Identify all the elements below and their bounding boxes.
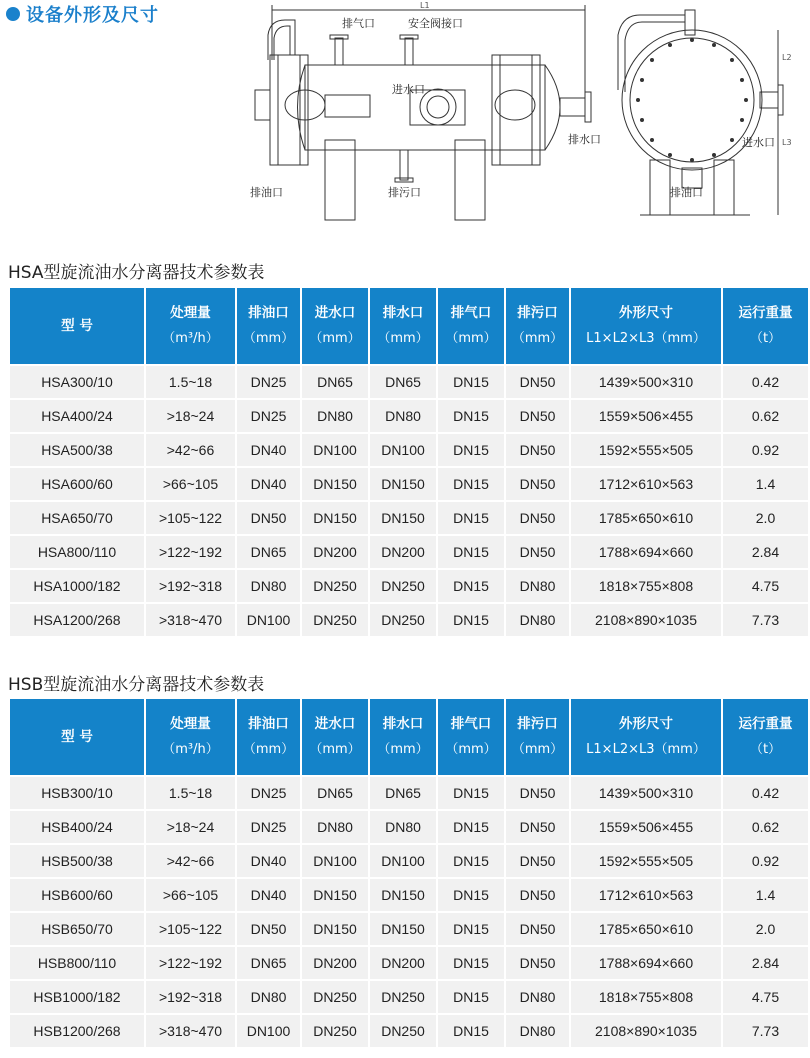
column-header-label: 外形尺寸 (619, 305, 673, 321)
table-cell: DN200 (302, 947, 368, 979)
table-title-hsa: HSA型旋流油水分离器技术参数表 (8, 263, 265, 283)
column-header-unit: （mm） (445, 331, 497, 346)
column-header (302, 288, 368, 364)
table-cell: DN15 (438, 913, 504, 945)
table-cell: 1559×506×455 (571, 811, 721, 843)
section-title: 设备外形及尺寸 (26, 5, 159, 26)
table-cell: DN150 (302, 913, 368, 945)
table-cell: 1785×650×610 (571, 502, 721, 534)
column-header-unit: （t） (749, 742, 782, 757)
table-cell: DN15 (438, 879, 504, 911)
table-cell: DN250 (302, 1015, 368, 1047)
column-header-label: 外形尺寸 (619, 716, 673, 732)
table-cell: >122~192 (146, 536, 235, 568)
table-cell: >192~318 (146, 570, 235, 602)
table-cell: 0.42 (723, 366, 808, 398)
table-row (10, 468, 808, 500)
table-cell: DN15 (438, 468, 504, 500)
column-header-label: 运行重量 (738, 305, 793, 321)
table-row (10, 366, 808, 398)
table-title-hsb: HSB型旋流油水分离器技术参数表 (8, 675, 265, 695)
table-cell: HSA400/24 (10, 400, 144, 432)
table-cell: HSA800/110 (10, 536, 144, 568)
table-row (10, 536, 808, 568)
table-cell: HSA500/38 (10, 434, 144, 466)
table-cell: DN50 (237, 913, 300, 945)
table-cell: >105~122 (146, 913, 235, 945)
table-cell: DN250 (370, 570, 436, 602)
table-cell: DN80 (302, 811, 368, 843)
table-row (10, 811, 808, 843)
table-cell: DN15 (438, 811, 504, 843)
table-cell: DN40 (237, 879, 300, 911)
table-cell: DN25 (237, 366, 300, 398)
table-row (10, 913, 808, 945)
column-header-label: 型 号 (61, 729, 93, 745)
table-row (10, 777, 808, 809)
table-cell: DN200 (370, 947, 436, 979)
column-header-label: 排污口 (517, 305, 558, 321)
table-cell: DN25 (237, 777, 300, 809)
label-oil-outlet: 排油口 (250, 186, 283, 199)
table-cell: 0.62 (723, 811, 808, 843)
table-row (10, 570, 808, 602)
table-cell: >18~24 (146, 400, 235, 432)
table-cell: HSB400/24 (10, 811, 144, 843)
column-header (571, 288, 721, 364)
table-cell: 2.84 (723, 947, 808, 979)
table-cell: DN50 (506, 845, 569, 877)
table-cell: DN15 (438, 366, 504, 398)
table-header-row (10, 699, 808, 775)
table-cell: DN15 (438, 777, 504, 809)
table-cell: DN250 (370, 604, 436, 636)
table-cell: DN80 (302, 400, 368, 432)
table-cell: HSB500/38 (10, 845, 144, 877)
table-cell: 1712×610×563 (571, 468, 721, 500)
table-cell: 0.92 (723, 845, 808, 877)
column-header (571, 699, 721, 775)
table-cell: DN25 (237, 811, 300, 843)
table-cell: DN150 (370, 468, 436, 500)
table-cell: DN50 (506, 879, 569, 911)
table-cell: 2108×890×1035 (571, 604, 721, 636)
table-cell: DN150 (302, 502, 368, 534)
table-cell: 1788×694×660 (571, 947, 721, 979)
table-cell: DN50 (506, 536, 569, 568)
table-cell: DN15 (438, 570, 504, 602)
table-cell: DN15 (438, 502, 504, 534)
table-cell: 1785×650×610 (571, 913, 721, 945)
table-cell: HSB300/10 (10, 777, 144, 809)
column-header-unit: （m³/h） (162, 331, 219, 346)
table-cell: HSA1200/268 (10, 604, 144, 636)
table-cell: HSB1200/268 (10, 1015, 144, 1047)
table-cell: DN50 (506, 777, 569, 809)
table-row (10, 400, 808, 432)
table-cell: 1592×555×505 (571, 434, 721, 466)
table-row (10, 434, 808, 466)
table-cell: DN50 (506, 366, 569, 398)
table-cell: DN250 (302, 981, 368, 1013)
table-cell: DN15 (438, 845, 504, 877)
table-cell: HSB800/110 (10, 947, 144, 979)
table-cell: DN40 (237, 468, 300, 500)
table-cell: DN50 (506, 502, 569, 534)
table-cell: 0.62 (723, 400, 808, 432)
table-cell: DN40 (237, 434, 300, 466)
column-header (370, 699, 436, 775)
column-header-label: 排气口 (450, 716, 492, 732)
column-header-unit: （mm） (511, 331, 564, 346)
table-cell: 2.84 (723, 536, 808, 568)
table-cell: 7.73 (723, 1015, 808, 1047)
column-header-label: 处理量 (170, 305, 211, 321)
table-cell: 1559×506×455 (571, 400, 721, 432)
table-cell: DN150 (370, 502, 436, 534)
table-cell: DN100 (302, 434, 368, 466)
column-header (146, 288, 235, 364)
table-cell: 1712×610×563 (571, 879, 721, 911)
column-header (237, 288, 300, 364)
label-safety-valve: 安全阀接口 (408, 17, 463, 30)
table-cell: 1.4 (723, 879, 808, 911)
table-cell: DN150 (370, 913, 436, 945)
column-header-label: 进水口 (314, 716, 356, 732)
table-row (10, 947, 808, 979)
table-cell: 7.73 (723, 604, 808, 636)
table-cell: 0.42 (723, 777, 808, 809)
column-header (370, 288, 436, 364)
label-inlet-right: 进水口 (742, 136, 775, 149)
table-cell: 1592×555×505 (571, 845, 721, 877)
table-cell: HSA300/10 (10, 366, 144, 398)
table-cell: HSB650/70 (10, 913, 144, 945)
table-cell: DN15 (438, 536, 504, 568)
dim-l2: L2 (782, 53, 792, 62)
label-drain-water: 排水口 (568, 133, 601, 146)
table-cell: DN200 (302, 536, 368, 568)
table-cell: >318~470 (146, 604, 235, 636)
equipment-drawing-svg (230, 0, 810, 230)
column-header-unit: （mm） (511, 742, 564, 757)
table-cell: DN15 (438, 1015, 504, 1047)
table-cell: 0.92 (723, 434, 808, 466)
table-cell: DN150 (302, 468, 368, 500)
table-cell: DN50 (237, 502, 300, 534)
table-cell: DN25 (237, 400, 300, 432)
section-header (6, 2, 159, 26)
table-cell: 1818×755×808 (571, 570, 721, 602)
table-row (10, 502, 808, 534)
table-cell: DN100 (302, 845, 368, 877)
table-cell: 1439×500×310 (571, 366, 721, 398)
table-cell: DN65 (302, 366, 368, 398)
column-header-label: 型 号 (61, 318, 93, 334)
table-cell: DN15 (438, 981, 504, 1013)
column-header-label: 排水口 (382, 305, 424, 321)
table-cell: >66~105 (146, 879, 235, 911)
table-cell: DN65 (370, 366, 436, 398)
column-header (506, 699, 569, 775)
column-header-label: 进水口 (314, 305, 356, 321)
table-cell: DN250 (370, 981, 436, 1013)
table-cell: 4.75 (723, 570, 808, 602)
column-header (10, 699, 144, 775)
column-header-unit: （m³/h） (162, 742, 219, 757)
column-header (723, 699, 808, 775)
table-cell: >18~24 (146, 811, 235, 843)
table-cell: DN65 (237, 947, 300, 979)
table-row (10, 845, 808, 877)
table-cell: 1818×755×808 (571, 981, 721, 1013)
table-cell: DN80 (506, 604, 569, 636)
column-header-label: 排油口 (248, 305, 289, 321)
table-cell: DN250 (302, 604, 368, 636)
table-cell: DN50 (506, 434, 569, 466)
table-cell: 1.5~18 (146, 777, 235, 809)
column-header-label: 排油口 (248, 716, 289, 732)
column-header-unit: L1×L2×L3（mm） (586, 331, 706, 346)
table-cell: DN250 (302, 570, 368, 602)
table-cell: DN150 (370, 879, 436, 911)
table-cell: >66~105 (146, 468, 235, 500)
table-cell: DN100 (237, 1015, 300, 1047)
table-cell: DN80 (506, 570, 569, 602)
bullet-dot-icon (6, 7, 20, 21)
table-cell: DN65 (302, 777, 368, 809)
table-row (10, 1015, 808, 1047)
column-header (302, 699, 368, 775)
table-cell: DN80 (506, 1015, 569, 1047)
table-cell: >192~318 (146, 981, 235, 1013)
column-header-unit: （mm） (242, 331, 295, 346)
column-header-label: 运行重量 (738, 716, 793, 732)
column-header-label: 排水口 (382, 716, 424, 732)
table-cell: 2.0 (723, 913, 808, 945)
table-cell: DN150 (302, 879, 368, 911)
column-header-label: 排污口 (517, 716, 558, 732)
table-cell: 1439×500×310 (571, 777, 721, 809)
table-row (10, 879, 808, 911)
table-header-row (10, 288, 808, 364)
spec-table-hsa (8, 286, 810, 638)
table-cell: DN100 (237, 604, 300, 636)
table-cell: DN65 (237, 536, 300, 568)
column-header-unit: （mm） (445, 742, 497, 757)
column-header-unit: （mm） (377, 742, 429, 757)
label-inlet: 进水口 (392, 83, 425, 96)
table-cell: DN15 (438, 434, 504, 466)
table-cell: DN80 (237, 570, 300, 602)
table-cell: >105~122 (146, 502, 235, 534)
table-cell: 1788×694×660 (571, 536, 721, 568)
table-cell: >42~66 (146, 845, 235, 877)
table-cell: >42~66 (146, 434, 235, 466)
column-header (506, 288, 569, 364)
table-cell: DN15 (438, 400, 504, 432)
table-cell: HSA1000/182 (10, 570, 144, 602)
label-sewage: 排污口 (388, 186, 421, 199)
equipment-drawing (230, 0, 810, 230)
table-cell: 1.5~18 (146, 366, 235, 398)
table-cell: DN100 (370, 845, 436, 877)
table-cell: DN80 (237, 981, 300, 1013)
table-row (10, 981, 808, 1013)
table-cell: DN200 (370, 536, 436, 568)
table-cell: DN65 (370, 777, 436, 809)
column-header (237, 699, 300, 775)
table-cell: 1.4 (723, 468, 808, 500)
column-header-unit: （mm） (242, 742, 295, 757)
table-cell: DN250 (370, 1015, 436, 1047)
table-cell: >122~192 (146, 947, 235, 979)
dim-l1: L1 (420, 1, 430, 10)
label-exhaust: 排气口 (342, 17, 375, 30)
spec-table-hsb (8, 697, 810, 1049)
column-header-unit: L1×L2×L3（mm） (586, 742, 706, 757)
column-header-unit: （mm） (377, 331, 429, 346)
table-cell: 2.0 (723, 502, 808, 534)
table-cell: DN80 (506, 981, 569, 1013)
table-cell: DN50 (506, 913, 569, 945)
table-cell: DN80 (370, 811, 436, 843)
table-row (10, 604, 808, 636)
table-cell: DN100 (370, 434, 436, 466)
column-header-label: 处理量 (170, 716, 211, 732)
column-header (723, 288, 808, 364)
column-header (146, 699, 235, 775)
table-cell: DN80 (370, 400, 436, 432)
table-cell: DN15 (438, 947, 504, 979)
table-cell: 2108×890×1035 (571, 1015, 721, 1047)
table-cell: HSA600/60 (10, 468, 144, 500)
column-header (438, 288, 504, 364)
table-cell: DN50 (506, 947, 569, 979)
dim-l3: L3 (782, 138, 792, 147)
label-oil-outlet-right: 排油口 (670, 186, 703, 199)
table-cell: DN50 (506, 468, 569, 500)
column-header (438, 699, 504, 775)
table-cell: DN15 (438, 604, 504, 636)
column-header-label: 排气口 (450, 305, 492, 321)
table-cell: >318~470 (146, 1015, 235, 1047)
column-header-unit: （t） (749, 331, 782, 346)
table-cell: HSB1000/182 (10, 981, 144, 1013)
table-cell: DN50 (506, 811, 569, 843)
table-cell: DN40 (237, 845, 300, 877)
column-header (10, 288, 144, 364)
table-cell: HSA650/70 (10, 502, 144, 534)
table-cell: 4.75 (723, 981, 808, 1013)
column-header-unit: （mm） (309, 742, 361, 757)
table-cell: HSB600/60 (10, 879, 144, 911)
table-cell: DN50 (506, 400, 569, 432)
column-header-unit: （mm） (309, 331, 361, 346)
